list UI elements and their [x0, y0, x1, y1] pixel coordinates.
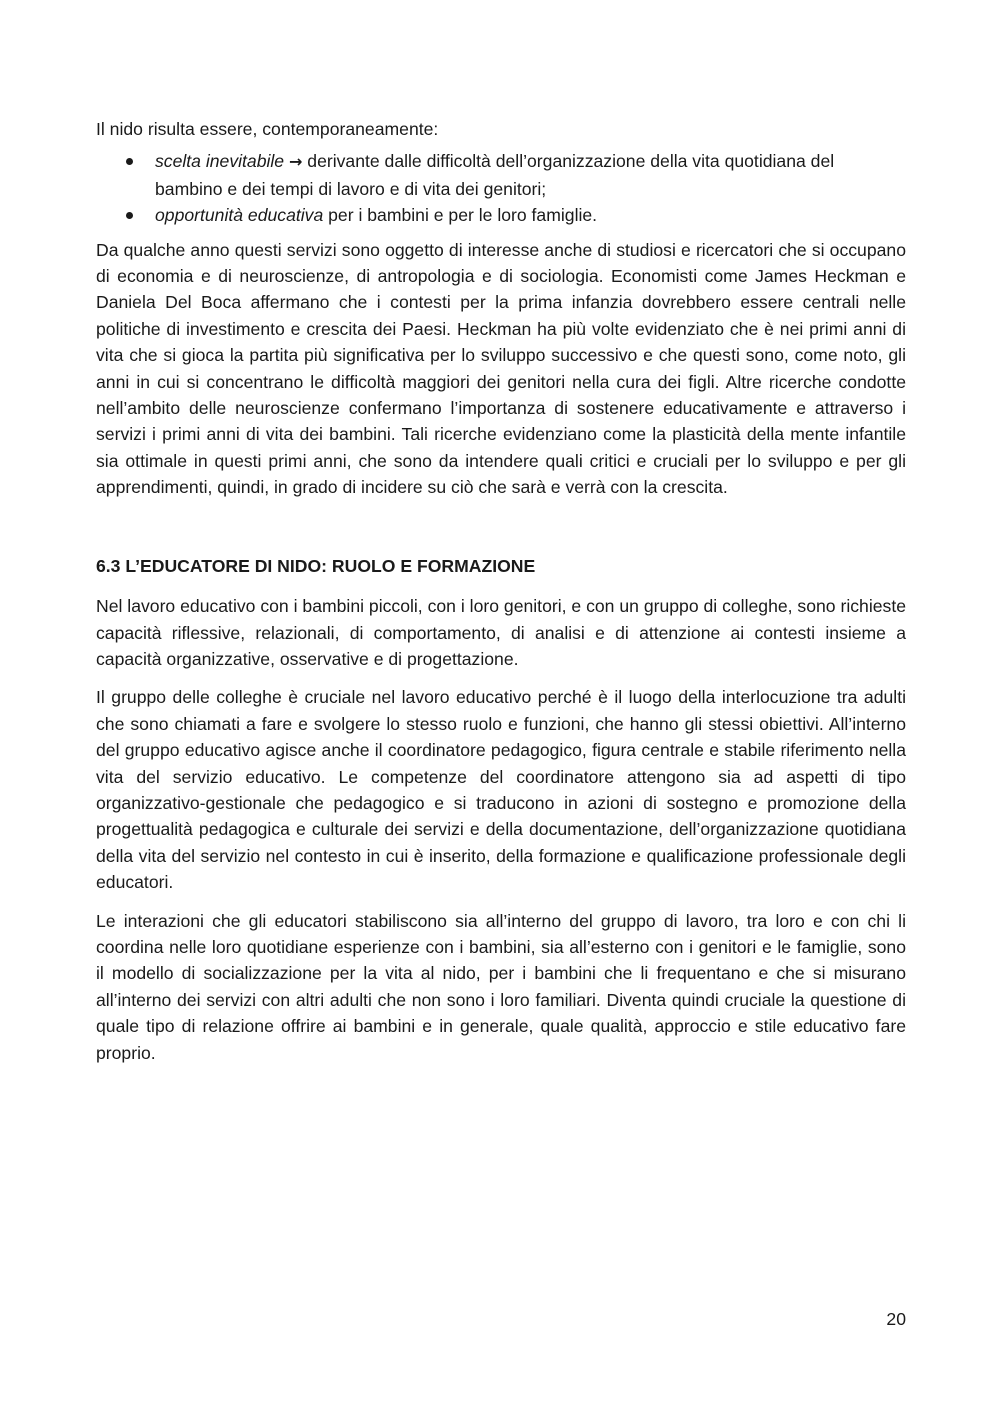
list-item	[96, 202, 906, 228]
bullet-text: per i bambini e per le loro famiglie.	[323, 205, 598, 226]
document-body	[96, 116, 906, 1078]
paragraph-skills: Nel lavoro educativo con i bambini piccoli, con i loro genitori, e con un gruppo di colleghe, sono richieste capacità riflessive, relazionali, di comportamento, di analisi e di attenzione ai contesti insieme a capacità organizzative, osservative e di progettazione.	[96, 596, 906, 669]
paragraph-group: Il gruppo delle colleghe è cruciale nel lavoro educativo perché è il luogo della interlocuzione tra adulti che sono chiamati a fare e svolgere lo stesso ruolo e funzioni, che hanno gli stessi obiettivi. All’interno del gruppo educativo agisce anche il coordinatore pedagogico, figura centrale e stabile riferimento nella vita del servizio educativo. Le competenze del coordinatore attengono sia ad aspetti di tipo organizzativo-gestionale che pedagogico e si traducono in azioni di sostegno e promozione della progettualità pedagogica e culturale dei servizi e della documentazione, dell’organizzazione quotidiana della vita del servizio nel contesto in cui è inserito, della formazione e qualificazione professionale degli educatori.	[96, 687, 906, 893]
section-heading: 6.3 L’EDUCATORE DI NIDO: RUOLO E FORMAZIONE	[96, 555, 536, 576]
bullet-icon	[126, 158, 133, 165]
bullet-text: derivante dalle difficoltà dell’organizzazione della vita quotidiana del bambino e dei tempi di lavoro e di vita dei genitori;	[155, 151, 835, 199]
bullet-icon	[126, 212, 133, 219]
paragraph-research: Da qualche anno questi servizi sono oggetto di interesse anche di studiosi e ricercatori che si occupano di economia e di neuroscienze, di antropologia e di sociologia. Economisti come James Heckman e Daniela Del Boca affermano che i contesti per la prima infanzia dovrebbero essere centrali nelle politiche di investimento e crescita dei Paesi. Heckman ha più volte evidenziato che è nei primi anni di vita che si gioca la partita più significativa per lo sviluppo successivo e che questi sono, come noto, gli anni in cui si concentrano le difficoltà maggiori dei genitori nella cura dei figli. Altre ricerche condotte nell’ambito delle neuroscienze confermano l’importanza di sostenere educativamente e attraverso i servizi i primi anni di vita dei bambini. Tali ricerche evidenziano come la plasticità della mente infantile sia ottimale in questi primi anni, che sono da intendere quali critici e cruciali per lo sviluppo e per gli apprendimenti, quindi, in grado di incidere su ciò che sarà e verrà con la crescita.	[96, 239, 906, 498]
right-arrow-icon: →	[288, 152, 303, 172]
intro-line: Il nido risulta essere, contemporaneamente:	[96, 119, 439, 139]
paragraph-interactions: Le interazioni che gli educatori stabiliscono sia all’interno del gruppo di lavoro, tra loro e con chi li coordina nelle loro quotidiane esperienze con i bambini, sia all’esterno con i genitori e le famiglie, sono il modello di socializzazione per la vita al nido, per i bambini che li frequentano e che si misurano all’interno dei servizi con altri adulti che non sono i loro familiari. Diventa quindi cruciale la questione di quale tipo di relazione offrire ai bambini e in generale, quale qualità, approccio e stile educativo fare proprio.	[96, 910, 906, 1063]
bullet-term: opportunità educativa	[155, 205, 324, 226]
bullet-list	[96, 148, 906, 228]
bullet-term: scelta inevitabile	[155, 151, 285, 172]
page-number: 20	[886, 1309, 906, 1329]
list-item	[96, 148, 906, 202]
